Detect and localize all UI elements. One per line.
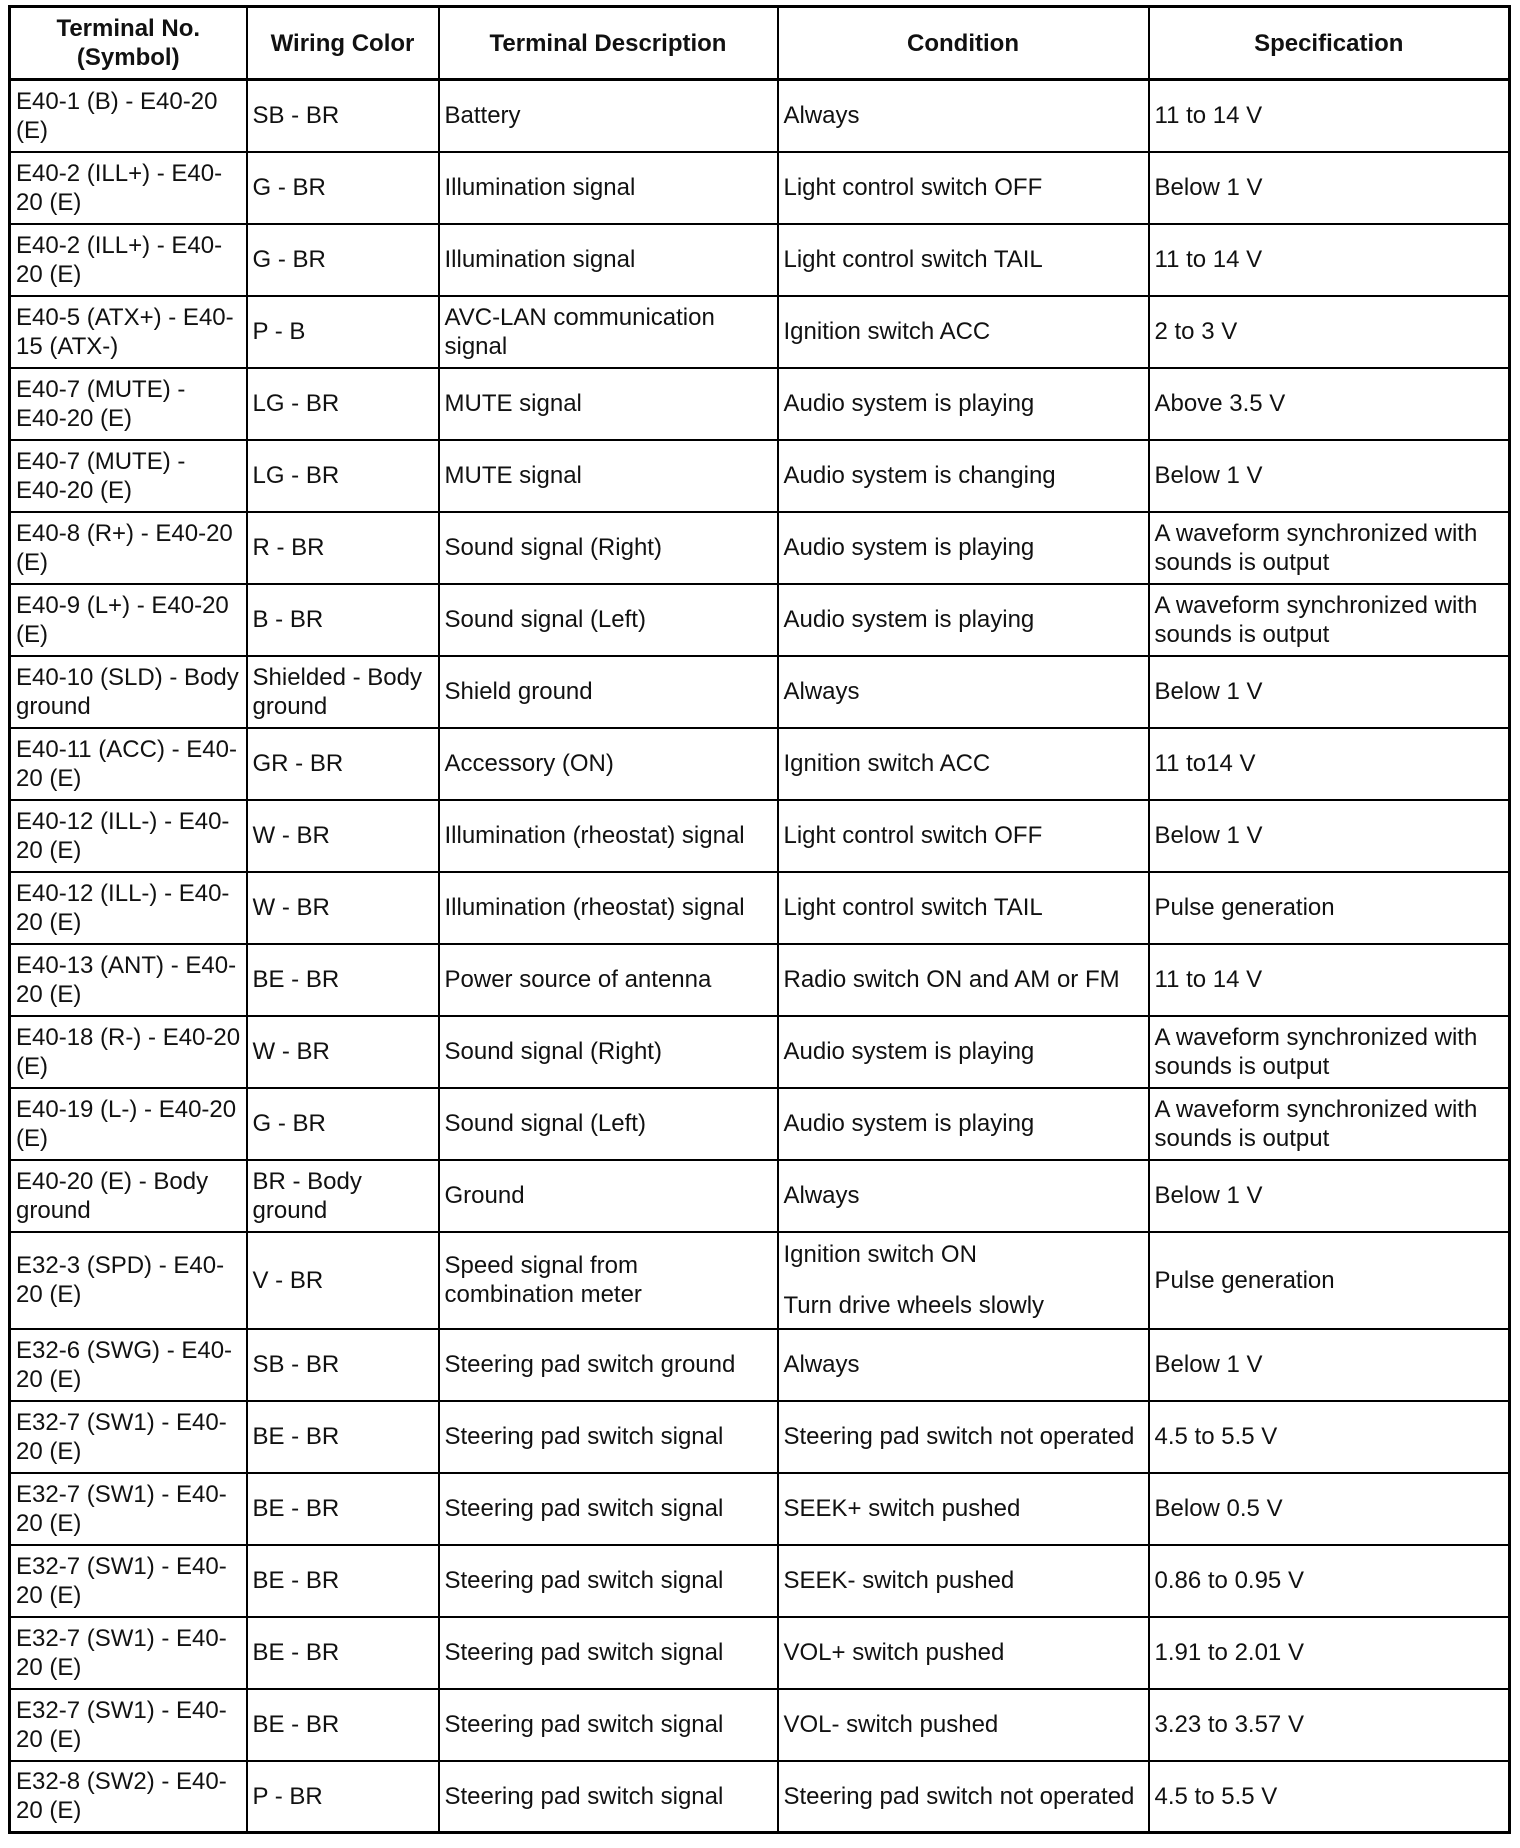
table-row <box>10 656 1510 728</box>
cell-terminal: E32-3 (SPD) - E40-20 (E) <box>10 1232 247 1329</box>
condition-line: VOL- switch pushed <box>783 1711 999 1738</box>
cell-specification: 11 to 14 V <box>1149 944 1510 1016</box>
cell-wiring-color: G - BR <box>247 152 439 224</box>
cell-wiring-color: LG - BR <box>247 440 439 512</box>
table-row <box>10 800 1510 872</box>
table-row <box>10 1088 1510 1160</box>
cell-specification: Pulse generation <box>1149 872 1510 944</box>
cell-wiring-color: BE - BR <box>247 1401 439 1473</box>
cell-description: Speed signal from combination meter <box>439 1232 778 1329</box>
condition-line: Audio system is playing <box>783 606 1035 633</box>
cell-terminal: E32-7 (SW1) - E40-20 (E) <box>10 1617 247 1689</box>
condition-line: Light control switch TAIL <box>783 246 1043 273</box>
condition-line: VOL+ switch pushed <box>783 1639 1005 1666</box>
table-row <box>10 152 1510 224</box>
cell-terminal: E40-9 (L+) - E40-20 (E) <box>10 584 247 656</box>
cell-description: Steering pad switch signal <box>439 1545 778 1617</box>
cell-specification: 11 to 14 V <box>1149 80 1510 152</box>
table-row <box>10 368 1510 440</box>
table-row <box>10 944 1510 1016</box>
condition-line: Always <box>783 102 860 130</box>
cell-description: Steering pad switch signal <box>439 1401 778 1473</box>
cell-specification: Below 1 V <box>1149 800 1510 872</box>
cell-wiring-color: V - BR <box>247 1232 439 1329</box>
cell-description: MUTE signal <box>439 440 778 512</box>
table-body <box>10 80 1510 1833</box>
cell-condition <box>778 1160 1149 1232</box>
cell-terminal: E32-7 (SW1) - E40-20 (E) <box>10 1689 247 1761</box>
cell-description: Illumination signal <box>439 152 778 224</box>
cell-wiring-color: LG - BR <box>247 368 439 440</box>
cell-terminal: E40-7 (MUTE) - E40-20 (E) <box>10 440 247 512</box>
condition-line: Ignition switch ON <box>783 1241 977 1268</box>
cell-specification: 2 to 3 V <box>1149 296 1510 368</box>
table-row <box>10 1329 1510 1401</box>
cell-description: MUTE signal <box>439 368 778 440</box>
cell-description: Ground <box>439 1160 778 1232</box>
cell-wiring-color: SB - BR <box>247 1329 439 1401</box>
cell-condition <box>778 512 1149 584</box>
cell-description: Shield ground <box>439 656 778 728</box>
cell-wiring-color: SB - BR <box>247 80 439 152</box>
cell-terminal: E40-7 (MUTE) - E40-20 (E) <box>10 368 247 440</box>
cell-terminal: E32-7 (SW1) - E40-20 (E) <box>10 1401 247 1473</box>
terminal-spec-table <box>8 5 1511 1834</box>
table-row <box>10 1473 1510 1545</box>
condition-line: Radio switch ON and AM or FM <box>783 966 1120 993</box>
cell-wiring-color: W - BR <box>247 872 439 944</box>
condition-line: SEEK+ switch pushed <box>783 1495 1021 1522</box>
table-row <box>10 440 1510 512</box>
cell-wiring-color: BE - BR <box>247 1473 439 1545</box>
cell-terminal: E40-5 (ATX+) - E40-15 (ATX-) <box>10 296 247 368</box>
cell-description: Steering pad switch signal <box>439 1617 778 1689</box>
cell-condition <box>778 656 1149 728</box>
cell-terminal: E40-18 (R-) - E40-20 (E) <box>10 1016 247 1088</box>
condition-line: Ignition switch ACC <box>783 318 991 345</box>
cell-specification: A waveform synchronized with sounds is output <box>1149 512 1510 584</box>
table-row <box>10 1160 1510 1232</box>
cell-specification: A waveform synchronized with sounds is output <box>1149 1088 1510 1160</box>
condition-line: Audio system is playing <box>783 1038 1035 1065</box>
cell-wiring-color: BR - Body ground <box>247 1160 439 1232</box>
cell-condition <box>778 584 1149 656</box>
cell-condition <box>778 1545 1149 1617</box>
cell-description: Sound signal (Left) <box>439 584 778 656</box>
table-row <box>10 1232 1510 1329</box>
condition-line: Audio system is playing <box>783 534 1035 561</box>
cell-description: Illumination (rheostat) signal <box>439 872 778 944</box>
cell-condition <box>778 296 1149 368</box>
cell-specification: 1.91 to 2.01 V <box>1149 1617 1510 1689</box>
table-row <box>10 1761 1510 1833</box>
cell-wiring-color: GR - BR <box>247 728 439 800</box>
condition-line: SEEK- switch pushed <box>783 1567 1015 1594</box>
condition-line: Audio system is changing <box>783 462 1056 489</box>
condition-line: Audio system is playing <box>783 1110 1035 1137</box>
cell-condition <box>778 1617 1149 1689</box>
table-row <box>10 1617 1510 1689</box>
condition-line: Always <box>783 1182 860 1209</box>
cell-condition <box>778 1016 1149 1088</box>
cell-terminal: E40-2 (ILL+) - E40-20 (E) <box>10 224 247 296</box>
condition-line: Ignition switch ACC <box>783 750 991 777</box>
table-header-row <box>10 7 1510 80</box>
cell-description: Steering pad switch signal <box>439 1689 778 1761</box>
cell-specification: Below 1 V <box>1149 656 1510 728</box>
cell-wiring-color: G - BR <box>247 1088 439 1160</box>
condition-line: Light control switch TAIL <box>783 894 1043 921</box>
cell-condition <box>778 152 1149 224</box>
table-row <box>10 872 1510 944</box>
cell-condition <box>778 224 1149 296</box>
cell-description: Illumination signal <box>439 224 778 296</box>
header-terminal-description: Terminal Description <box>439 7 778 80</box>
cell-specification: A waveform synchronized with sounds is output <box>1149 584 1510 656</box>
cell-terminal: E40-2 (ILL+) - E40-20 (E) <box>10 152 247 224</box>
cell-description: Illumination (rheostat) signal <box>439 800 778 872</box>
condition-line: Steering pad switch not operated <box>783 1423 1135 1450</box>
cell-specification: Below 1 V <box>1149 1160 1510 1232</box>
cell-wiring-color: Shielded - Body ground <box>247 656 439 728</box>
cell-specification: 4.5 to 5.5 V <box>1149 1761 1510 1833</box>
cell-specification: A waveform synchronized with sounds is output <box>1149 1016 1510 1088</box>
table-row <box>10 512 1510 584</box>
cell-terminal: E40-1 (B) - E40-20 (E) <box>10 80 247 152</box>
condition-line: Always <box>783 1351 860 1378</box>
cell-description: Steering pad switch signal <box>439 1761 778 1833</box>
cell-condition <box>778 800 1149 872</box>
cell-wiring-color: BE - BR <box>247 944 439 1016</box>
cell-wiring-color: R - BR <box>247 512 439 584</box>
cell-wiring-color: P - BR <box>247 1761 439 1833</box>
table-row <box>10 728 1510 800</box>
cell-terminal: E32-8 (SW2) - E40-20 (E) <box>10 1761 247 1833</box>
condition-line: Steering pad switch not operated <box>783 1782 1135 1810</box>
cell-specification: 0.86 to 0.95 V <box>1149 1545 1510 1617</box>
cell-description: Sound signal (Right) <box>439 512 778 584</box>
cell-condition <box>778 1689 1149 1761</box>
cell-terminal: E32-7 (SW1) - E40-20 (E) <box>10 1545 247 1617</box>
cell-wiring-color: BE - BR <box>247 1545 439 1617</box>
cell-wiring-color: P - B <box>247 296 439 368</box>
header-terminal-no: Terminal No. (Symbol) <box>10 7 247 80</box>
cell-description: Accessory (ON) <box>439 728 778 800</box>
cell-specification: 11 to14 V <box>1149 728 1510 800</box>
cell-terminal: E32-7 (SW1) - E40-20 (E) <box>10 1473 247 1545</box>
condition-line: Always <box>783 678 860 705</box>
cell-condition <box>778 1401 1149 1473</box>
table-row <box>10 296 1510 368</box>
cell-specification: 11 to 14 V <box>1149 224 1510 296</box>
condition-line: Turn drive wheels slowly <box>783 1292 1045 1319</box>
cell-condition <box>778 440 1149 512</box>
cell-terminal: E40-20 (E) - Body ground <box>10 1160 247 1232</box>
cell-specification: Below 1 V <box>1149 440 1510 512</box>
cell-description: AVC-LAN communication signal <box>439 296 778 368</box>
cell-terminal: E40-19 (L-) - E40-20 (E) <box>10 1088 247 1160</box>
condition-line: Light control switch OFF <box>783 174 1043 201</box>
table-row <box>10 1689 1510 1761</box>
table-row <box>10 1545 1510 1617</box>
cell-terminal: E40-11 (ACC) - E40-20 (E) <box>10 728 247 800</box>
cell-condition <box>778 872 1149 944</box>
table-row <box>10 584 1510 656</box>
cell-terminal: E40-10 (SLD) - Body ground <box>10 656 247 728</box>
cell-condition <box>778 80 1149 152</box>
cell-wiring-color: W - BR <box>247 800 439 872</box>
cell-condition <box>778 368 1149 440</box>
cell-terminal: E40-13 (ANT) - E40-20 (E) <box>10 944 247 1016</box>
cell-terminal: E40-12 (ILL-) - E40-20 (E) <box>10 800 247 872</box>
cell-condition <box>778 1088 1149 1160</box>
cell-wiring-color: G - BR <box>247 224 439 296</box>
cell-description: Power source of antenna <box>439 944 778 1016</box>
cell-description: Sound signal (Right) <box>439 1016 778 1088</box>
table-row <box>10 1401 1510 1473</box>
header-condition: Condition <box>778 7 1149 80</box>
cell-condition <box>778 1761 1149 1833</box>
cell-condition <box>778 1232 1149 1329</box>
cell-condition <box>778 1329 1149 1401</box>
cell-description: Battery <box>439 80 778 152</box>
table-row <box>10 80 1510 152</box>
header-wiring-color: Wiring Color <box>247 7 439 80</box>
cell-description: Steering pad switch signal <box>439 1473 778 1545</box>
cell-specification: 4.5 to 5.5 V <box>1149 1401 1510 1473</box>
cell-terminal: E32-6 (SWG) - E40-20 (E) <box>10 1329 247 1401</box>
cell-specification: Pulse generation <box>1149 1232 1510 1329</box>
cell-condition <box>778 1473 1149 1545</box>
cell-specification: 3.23 to 3.57 V <box>1149 1689 1510 1761</box>
cell-terminal: E40-12 (ILL-) - E40-20 (E) <box>10 872 247 944</box>
cell-description: Steering pad switch ground <box>439 1329 778 1401</box>
cell-description: Sound signal (Left) <box>439 1088 778 1160</box>
cell-wiring-color: B - BR <box>247 584 439 656</box>
condition-line: Audio system is playing <box>783 390 1035 417</box>
header-specification: Specification <box>1149 7 1510 80</box>
cell-wiring-color: BE - BR <box>247 1689 439 1761</box>
cell-condition <box>778 728 1149 800</box>
cell-terminal: E40-8 (R+) - E40-20 (E) <box>10 512 247 584</box>
cell-specification: Below 1 V <box>1149 152 1510 224</box>
condition-line: Light control switch OFF <box>783 822 1043 849</box>
cell-specification: Above 3.5 V <box>1149 368 1510 440</box>
cell-wiring-color: W - BR <box>247 1016 439 1088</box>
table-row <box>10 224 1510 296</box>
cell-specification: Below 0.5 V <box>1149 1473 1510 1545</box>
cell-wiring-color: BE - BR <box>247 1617 439 1689</box>
cell-specification: Below 1 V <box>1149 1329 1510 1401</box>
cell-condition <box>778 944 1149 1016</box>
table-row <box>10 1016 1510 1088</box>
